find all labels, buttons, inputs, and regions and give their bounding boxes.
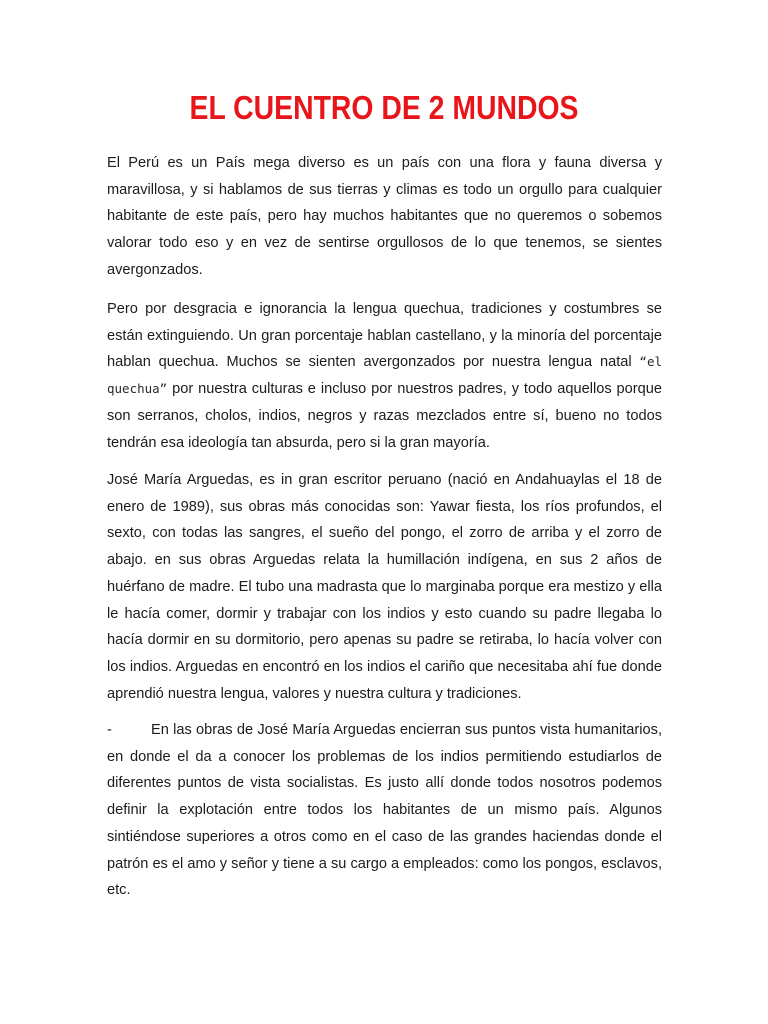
paragraph-2-text-after: por nuestra culturas e incluso por nuestros padres, y todo aquellos porque son serranos, cholos, indios, negros y razas mezclados entre sí, bueno no todos tendrán esa ideología tan absurda, pero si la gran mayoría. (107, 381, 662, 451)
paragraph-3: José María Arguedas, es in gran escritor peruano (nació en Andahuaylas el 18 de enero de 1989), sus obras más conocidas son: Yawar fiesta, los ríos profundos, el sexto, con todas las sangres, el sueño del pongo, el zorro de arriba y el zorro de abajo. en sus obras Arguedas relata la humillación indígena, en sus 2 años de huérfano de madre. El tubo una madrasta que lo marginaba porque era mestizo y ella le hacía comer, dormir y trabajar con los indios y esto cuando su padre llegaba lo hacía dormir en su dormitorio, pero apenas su padre se retiraba, lo hacía volver con los indios. Arguedas en encontró en los indios el cariño que necesitaba ahí fue donde aprendió nuestra lengua, valores y nuestra cultura y tradiciones. (107, 472, 662, 702)
paragraph-4 (107, 717, 662, 904)
document-title: EL CUENTRO DE 2 MUNDOS (189, 89, 579, 126)
paragraph-2-quoted-term: “el quechua” (107, 354, 662, 397)
paragraph-4-text: En las obras de José María Arguedas encierran sus puntos vista humanitarios, en donde el da a conocer los problemas de los indios permitiendo estudiarlos de diferentes puntos de vista socialistas. Es justo allí donde todos nosotros podemos definir la explotación entre todos los habitantes de un mismo país. Algunos sintiéndose superiores a otros como en el caso de las grandes haciendas donde el patrón es el amo y señor y tiene a su cargo a empleados: como los pongos, esclavos, etc. (107, 722, 662, 899)
list-bullet: - (107, 722, 112, 738)
paragraph-1: El Perú es un País mega diverso es un país con una flora y fauna diversa y maravillosa, y si hablamos de sus tierras y climas es todo un orgullo para cualquier habitante de este país, pero hay muchos habitantes que no queremos o sobemos valorar todo eso y en vez de sentirse orgullosos de lo que tenemos, se sientes avergonzados. (107, 155, 662, 278)
paragraph-2-text-before: Pero por desgracia e ignorancia la lengua quechua, tradiciones y costumbres se están extinguiendo. Un gran porcentaje hablan castellano, y la minoría del porcentaje hablan quechua. Muchos se sienten avergonzados por nuestra lengua natal (107, 301, 662, 371)
paragraph-2 (107, 296, 662, 456)
